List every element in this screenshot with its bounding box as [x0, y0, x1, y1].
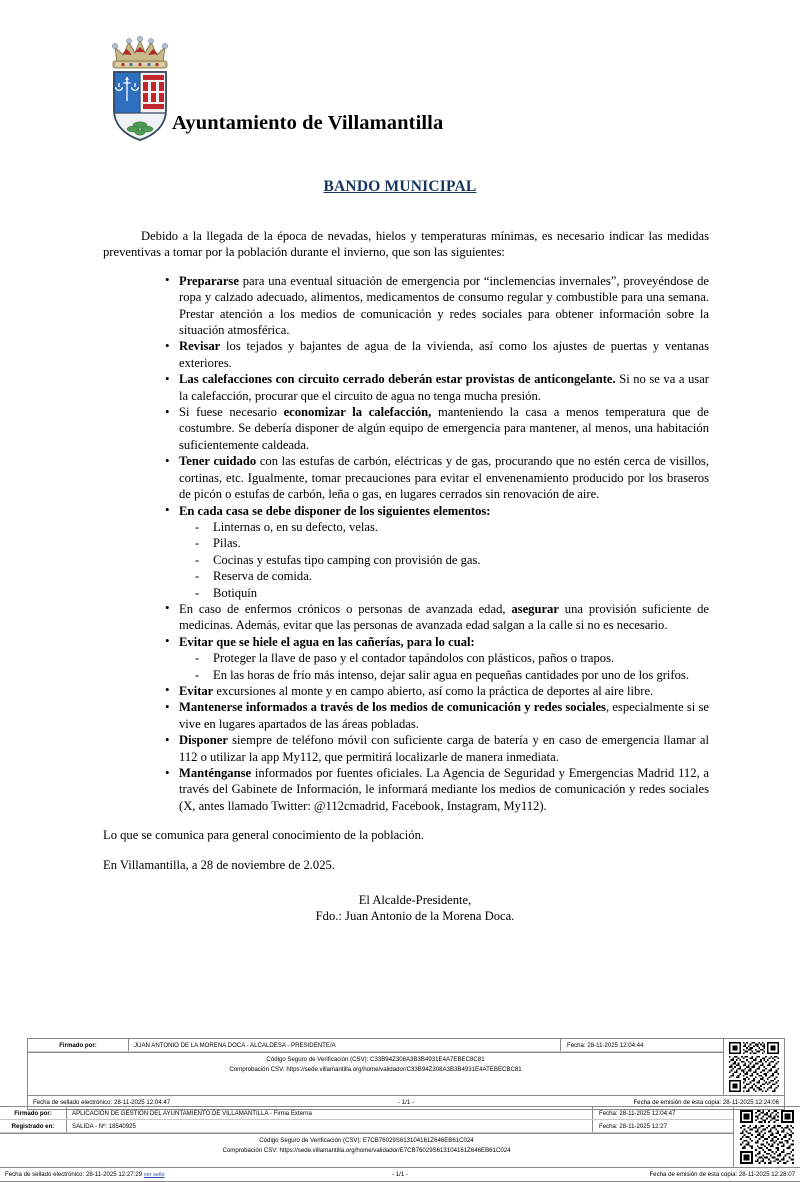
measure-text: excursiones al monte y en campo abierto, así como la práctica de deportes al aire libre. — [213, 683, 654, 698]
measure-lead: Evitar que se hiele el agua en las cañerías, para lo cual: — [179, 634, 475, 649]
measure-subitem: - Proteger la llave de paso y el contador tapándolos con plásticos, paños o trapos. — [193, 650, 709, 666]
intro-paragraph: Debido a la llegada de la época de nevadas, hielos y temperaturas mínimas, es necesario indicar las medidas preventivas a tomar por la población durante el invierno, que son las siguientes: — [103, 229, 709, 260]
measure-subitem: - Reserva de comida. — [193, 568, 709, 584]
measure-item — [165, 683, 709, 699]
measure-sublist — [179, 650, 709, 683]
measure-lead: Evitar — [179, 683, 214, 698]
measure-item — [165, 765, 709, 814]
signature-block — [103, 892, 709, 925]
document-body — [103, 228, 709, 925]
measure-lead: Tener cuidado — [179, 454, 257, 469]
measure-subitem: - Botiquín — [193, 585, 709, 601]
registered-date: Fecha: 28-11-2025 12:27 — [599, 1122, 667, 1130]
measure-text: Si no se va a usar la calefacción, procurar que el circuito de agua no tenga mucha presión. — [179, 372, 709, 403]
measure-item — [165, 601, 709, 634]
qr-code-icon — [740, 1110, 794, 1164]
csv-area — [0, 1133, 733, 1157]
signature-main-row — [28, 1039, 784, 1095]
registered-row — [0, 1120, 733, 1133]
measure-subitem: - Linternas o, en su defecto, velas. — [193, 519, 709, 535]
measure-lead: Las calefacciones con circuito cerrado deberán estar provistas de anticongelante. — [179, 372, 616, 387]
measure-lead: En cada casa se debe disponer de los siguientes elementos: — [179, 503, 491, 518]
registered-label: Registrado en: — [0, 1120, 67, 1132]
measure-text: para una eventual situación de emergencia por “inclemencias invernales”, proveyéndose de ropa y calzado adecuado, alimentos, medicamentos de consumo regular y combustible para una semana. Prestar atención a los medios de comunicación y redes sociales para obtener información sobre la situación atmosférica. — [179, 273, 709, 338]
signature-role: El Alcalde-Presidente, — [358, 893, 472, 908]
csv-code-line: Código Seguro de Verificación (CSV): C33B94Z308A3B3B4931E4A7EBEC8C81 — [266, 1056, 485, 1063]
signed-by-value: JUAN ANTONIO DE LA MORENA DOCA - ALCALDESA - PRESIDENTE/A — [129, 1039, 561, 1051]
coat-of-arms-icon — [103, 33, 177, 145]
stamp-row — [0, 1167, 800, 1181]
copy-date: Fecha de emisión de esta copia: 28-11-2025 12:28:07 — [649, 1170, 796, 1178]
qr-code-icon — [729, 1042, 779, 1092]
measure-lead: economizar la calefacción, — [283, 405, 432, 420]
measure-text: con las estufas de carbón, eléctricas y de gas, procurando que no estén cerca de visillos, cortinas, etc. Igualmente, tomar precauciones para evitar el envenenamiento producido por los braseros de picón o estufas de carbón, leña o gas, en lugares cerrados sin renovación de aire. — [179, 454, 709, 502]
electronic-signature-block-2 — [0, 1106, 800, 1182]
measure-text: una provisión suficiente de medicinas. Además, evitar que las personas de avanzada edad salgan a la calle si no es necesario. — [179, 601, 709, 633]
measure-text: los tejados y bajantes de agua de la vivienda, así como los ajustes de puertas y ventanas exteriores. — [179, 339, 709, 370]
measure-subitem: - Cocinas y estufas tipo camping con provisión de gas. — [193, 552, 709, 568]
measure-prefix: Si fuese necesario — [179, 405, 284, 420]
signature-main-row — [0, 1107, 800, 1167]
stamp-date-text: Fecha de sellado electrónico: 28-11-2025 12:27:29 — [5, 1170, 143, 1178]
electronic-signature-block-1 — [27, 1038, 785, 1110]
signed-by-value: APLICACIÓN DE GESTIÓN DEL AYUNTAMIENTO DE VILLAMANTILLA - Firma Externa — [67, 1107, 593, 1119]
qr-container — [733, 1107, 800, 1167]
measure-text: manteniendo la casa a menos temperatura que de costumbre. Se debería disponer de algún equipo de emergencia para mantener, al menos, una habitación suficientemente caldeada. — [179, 405, 709, 452]
measures-list — [103, 273, 709, 814]
measure-item — [165, 699, 709, 732]
stamp-date: Fecha de sellado electrónico: 28-11-2025 12:04:47 — [33, 1098, 171, 1106]
measure-item — [165, 371, 709, 404]
signature-fields — [0, 1107, 733, 1167]
registered-value: SALIDA - Nº: 18540925 — [67, 1120, 593, 1132]
csv-area — [28, 1052, 723, 1076]
page-title: BANDO MUNICIPAL — [323, 178, 477, 195]
document-header — [0, 0, 800, 160]
measure-item — [165, 453, 709, 502]
csv-check-line[interactable]: Comprobación CSV: https://sede.villamantilla.org/home/validador/C33B94Z308A3B3B4931E4ATEBECBC81 — [229, 1065, 522, 1073]
measure-item — [165, 273, 709, 339]
measure-lead: Prepararse — [179, 273, 239, 288]
signed-by-row — [0, 1107, 733, 1120]
copy-date: Fecha de emisión de esta copia: 28-11-2025 12:24:06 — [633, 1098, 780, 1106]
signature-name: Fdo.: Juan Antonio de la Morena Doca. — [315, 909, 515, 924]
measure-item — [165, 634, 709, 683]
qr-container — [723, 1039, 784, 1095]
stamp-date — [0, 1168, 387, 1181]
measure-text: siempre de teléfono móvil con suficiente carga de batería y en caso de emergencia llamar al 112 o utilizar la app My112, que permitirá localizarle de manera inmediata. — [179, 733, 709, 764]
page-number: - 1/1 - — [392, 1171, 408, 1178]
measure-item — [165, 732, 709, 765]
closing-paragraph: Lo que se comunica para general conocimiento de la población. — [103, 828, 425, 843]
measure-subitem: - Pilas. — [193, 535, 709, 551]
signed-date: Fecha: 28-11-2025 12:04:47 — [599, 1109, 676, 1117]
measure-text: informados por fuentes oficiales. La Agencia de Seguridad y Emergencias Madrid 112, a través del Gabinete de Información, le informará mediante los medios de comunicación y redes sociales (X, antes llamado Twitter: @112cmadrid, Facebook, Instagram, My112). — [179, 766, 709, 813]
csv-check-line[interactable]: Comprobación CSV: https://sede.villamantilla.org/home/validador/E7CB76029S613104161Z646EB61C024 — [222, 1146, 511, 1154]
place-date: En Villamantilla, a 28 de noviembre de 2.025. — [103, 857, 335, 872]
signature-fields — [28, 1039, 723, 1095]
measure-lead: asegurar — [511, 601, 559, 616]
measure-lead: Disponer — [179, 733, 228, 748]
organization-title: Ayuntamiento de Villamantilla — [172, 112, 444, 134]
measure-item — [165, 338, 709, 371]
measure-lead: Mantenerse informados a través de los medios de comunicación y redes sociales — [179, 700, 606, 715]
measure-text: , especialmente si se vive en lugares apartados de las áreas pobladas. — [179, 700, 709, 731]
measure-lead: Manténganse — [179, 766, 252, 780]
page-number: - 1/1 - — [398, 1099, 414, 1106]
measure-sublist — [179, 519, 709, 601]
measure-subitem: - En las horas de frío más intenso, dejar salir agua en pequeñas cantidades por uno de los grifos. — [193, 667, 709, 683]
signed-by-label: Firmado por: — [0, 1107, 67, 1119]
measure-item — [165, 503, 709, 601]
csv-code-line: Código Seguro de Verificación (CSV): E7CB76029S613104161Z646EB61C024 — [259, 1137, 474, 1144]
measure-lead: Revisar — [179, 339, 221, 354]
measure-item — [165, 404, 709, 453]
measure-prefix: En caso de enfermos crónicos o personas de avanzada edad, — [179, 601, 512, 616]
stamp-link[interactable]: ver sello — [143, 1171, 165, 1178]
signed-by-row — [28, 1039, 723, 1052]
signed-by-label: Firmado por: — [28, 1039, 129, 1051]
signed-date: Fecha: 28-11-2025 12:04:44 — [567, 1041, 644, 1049]
